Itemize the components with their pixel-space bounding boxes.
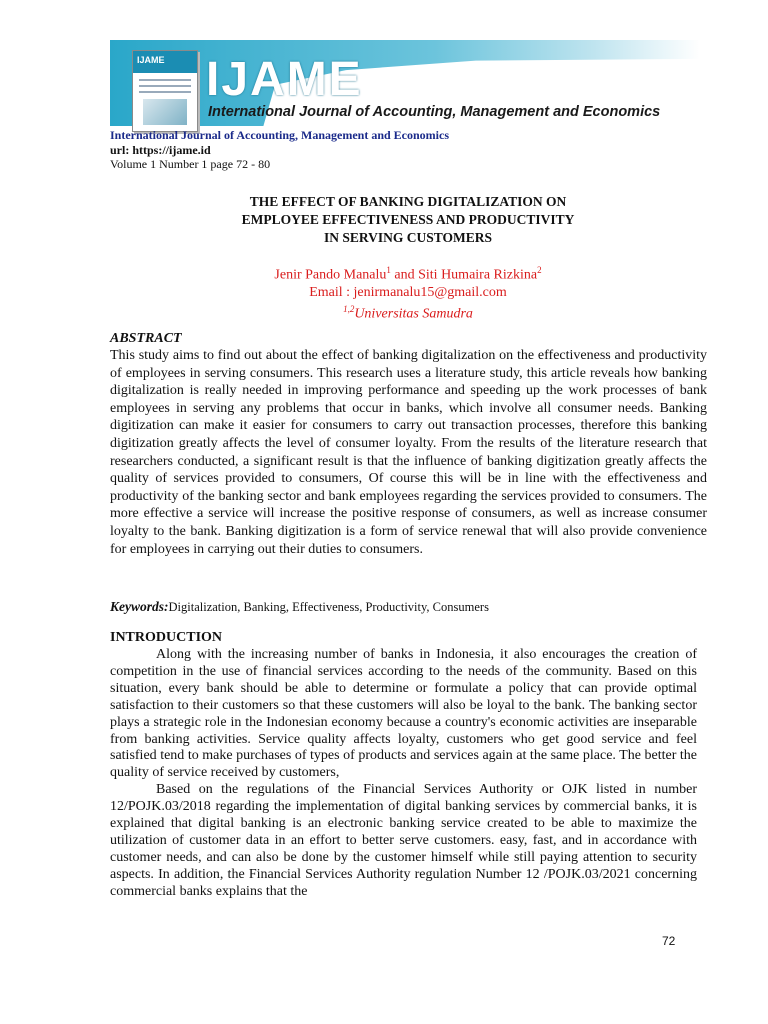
author-names [110, 262, 706, 284]
author-2-sup: 2 [537, 265, 542, 275]
journal-cover-thumbnail [132, 50, 198, 132]
author-and: and [390, 267, 419, 283]
title-line-3: IN SERVING CUSTOMERS [323, 230, 493, 245]
journal-meta [110, 128, 449, 172]
keywords [110, 599, 707, 615]
journal-logo: IJAME [206, 53, 363, 106]
keywords-text: Digitalization, Banking, Effectiveness, Productivity, Consumers [168, 600, 489, 614]
author-email[interactable]: Email : jenirmanalu15@gmail.com [309, 284, 507, 300]
introduction-paragraph-1: Along with the increasing number of banks in Indonesia, it also encourages the creation of competition in the use of financial services according to the needs of the community. Based on this situation, every bank should be able to determine or formulate a policy that can provide optimal satisfaction to their customers so that these customers will also be loyal to the bank. The banking sector plays a strategic role in the Indonesian economy because a country's economic activities are inseparable from banking activities. Service quality affects loyalty, customers who get good service and feel satisfied tend to make purchases of types of products and services again at the same place. The better the quality of service received by customers, [110, 647, 697, 781]
author-1: Jenir Pando Manalu [274, 267, 387, 283]
author-1-sup: 1 [386, 265, 391, 275]
volume-info: Volume 1 Number 1 page 72 - 80 [110, 157, 271, 171]
journal-name: International Journal of Accounting, Management and Economics [110, 128, 450, 142]
journal-url[interactable]: url: https://ijame.id [110, 142, 211, 157]
author-2: Siti Humaira Rizkina [418, 267, 538, 283]
cover-artwork [143, 99, 187, 125]
affiliation-name: Universitas Samudra [354, 306, 473, 322]
abstract-heading: ABSTRACT [110, 331, 182, 346]
author-affiliation [110, 301, 706, 323]
author-block [110, 262, 706, 322]
page-number: 72 [662, 934, 676, 948]
article-title [110, 193, 706, 247]
cover-title: IJAME [137, 55, 165, 65]
keywords-label: Keywords: [110, 599, 169, 614]
cover-text-lines [139, 79, 191, 97]
journal-logo-subtitle: International Journal of Accounting, Management and Economics [208, 104, 661, 120]
introduction-paragraph-2: Based on the regulations of the Financial Services Authority or OJK listed in number 12/POJK.03/2018 regarding the implementation of digital banking services by commercial banks, it is explained that digital banking is an electronic banking service created to be able to maximize the utilization of customer data in an effort to better serve customers. easy, fast, and in accordance with customer needs, and can also be done by the customer himself while still paying attention to security aspects. In addition, the Financial Services Authority regulation Number 12 /POJK.03/2021 concerning commercial banks explains that the [110, 782, 697, 899]
title-line-1: THE EFFECT OF BANKING DIGITALIZATION ON [249, 194, 567, 209]
title-line-2: EMPLOYEE EFFECTIVENESS AND PRODUCTIVITY [241, 212, 575, 227]
abstract-text: This study aims to find out about the effect of banking digitalization on the effectiveness and productivity of employees in serving consumers. This research uses a literature study, this article reveals how banking digitalization is really needed in improving performance and speeding up the work processes of bank employees in serving any problems that occur in banks, which involve all consumer needs. Banking digitization can make it easier for consumers to carry out transaction processes, therefore this banking digitization greatly affects the level of consumer loyalty. From the results of the literature research that researchers conducted, a significant result is that the influence of banking digitization greatly affects the quality of services provided to consumers, Of course this will be in line with the effectiveness and productivity of the banking sector and bank employees regarding the services provided to consumers. The more effective a service will increase the positive response of consumers, as well as increase consumer loyalty to the bank. Banking digitization is a form of service renewal that will also provide convenience for employees in carrying out their duties to consumers. [110, 348, 707, 557]
introduction-heading: INTRODUCTION [110, 630, 223, 645]
introduction-body [110, 647, 697, 901]
affiliation-sup: 1,2 [343, 303, 355, 314]
